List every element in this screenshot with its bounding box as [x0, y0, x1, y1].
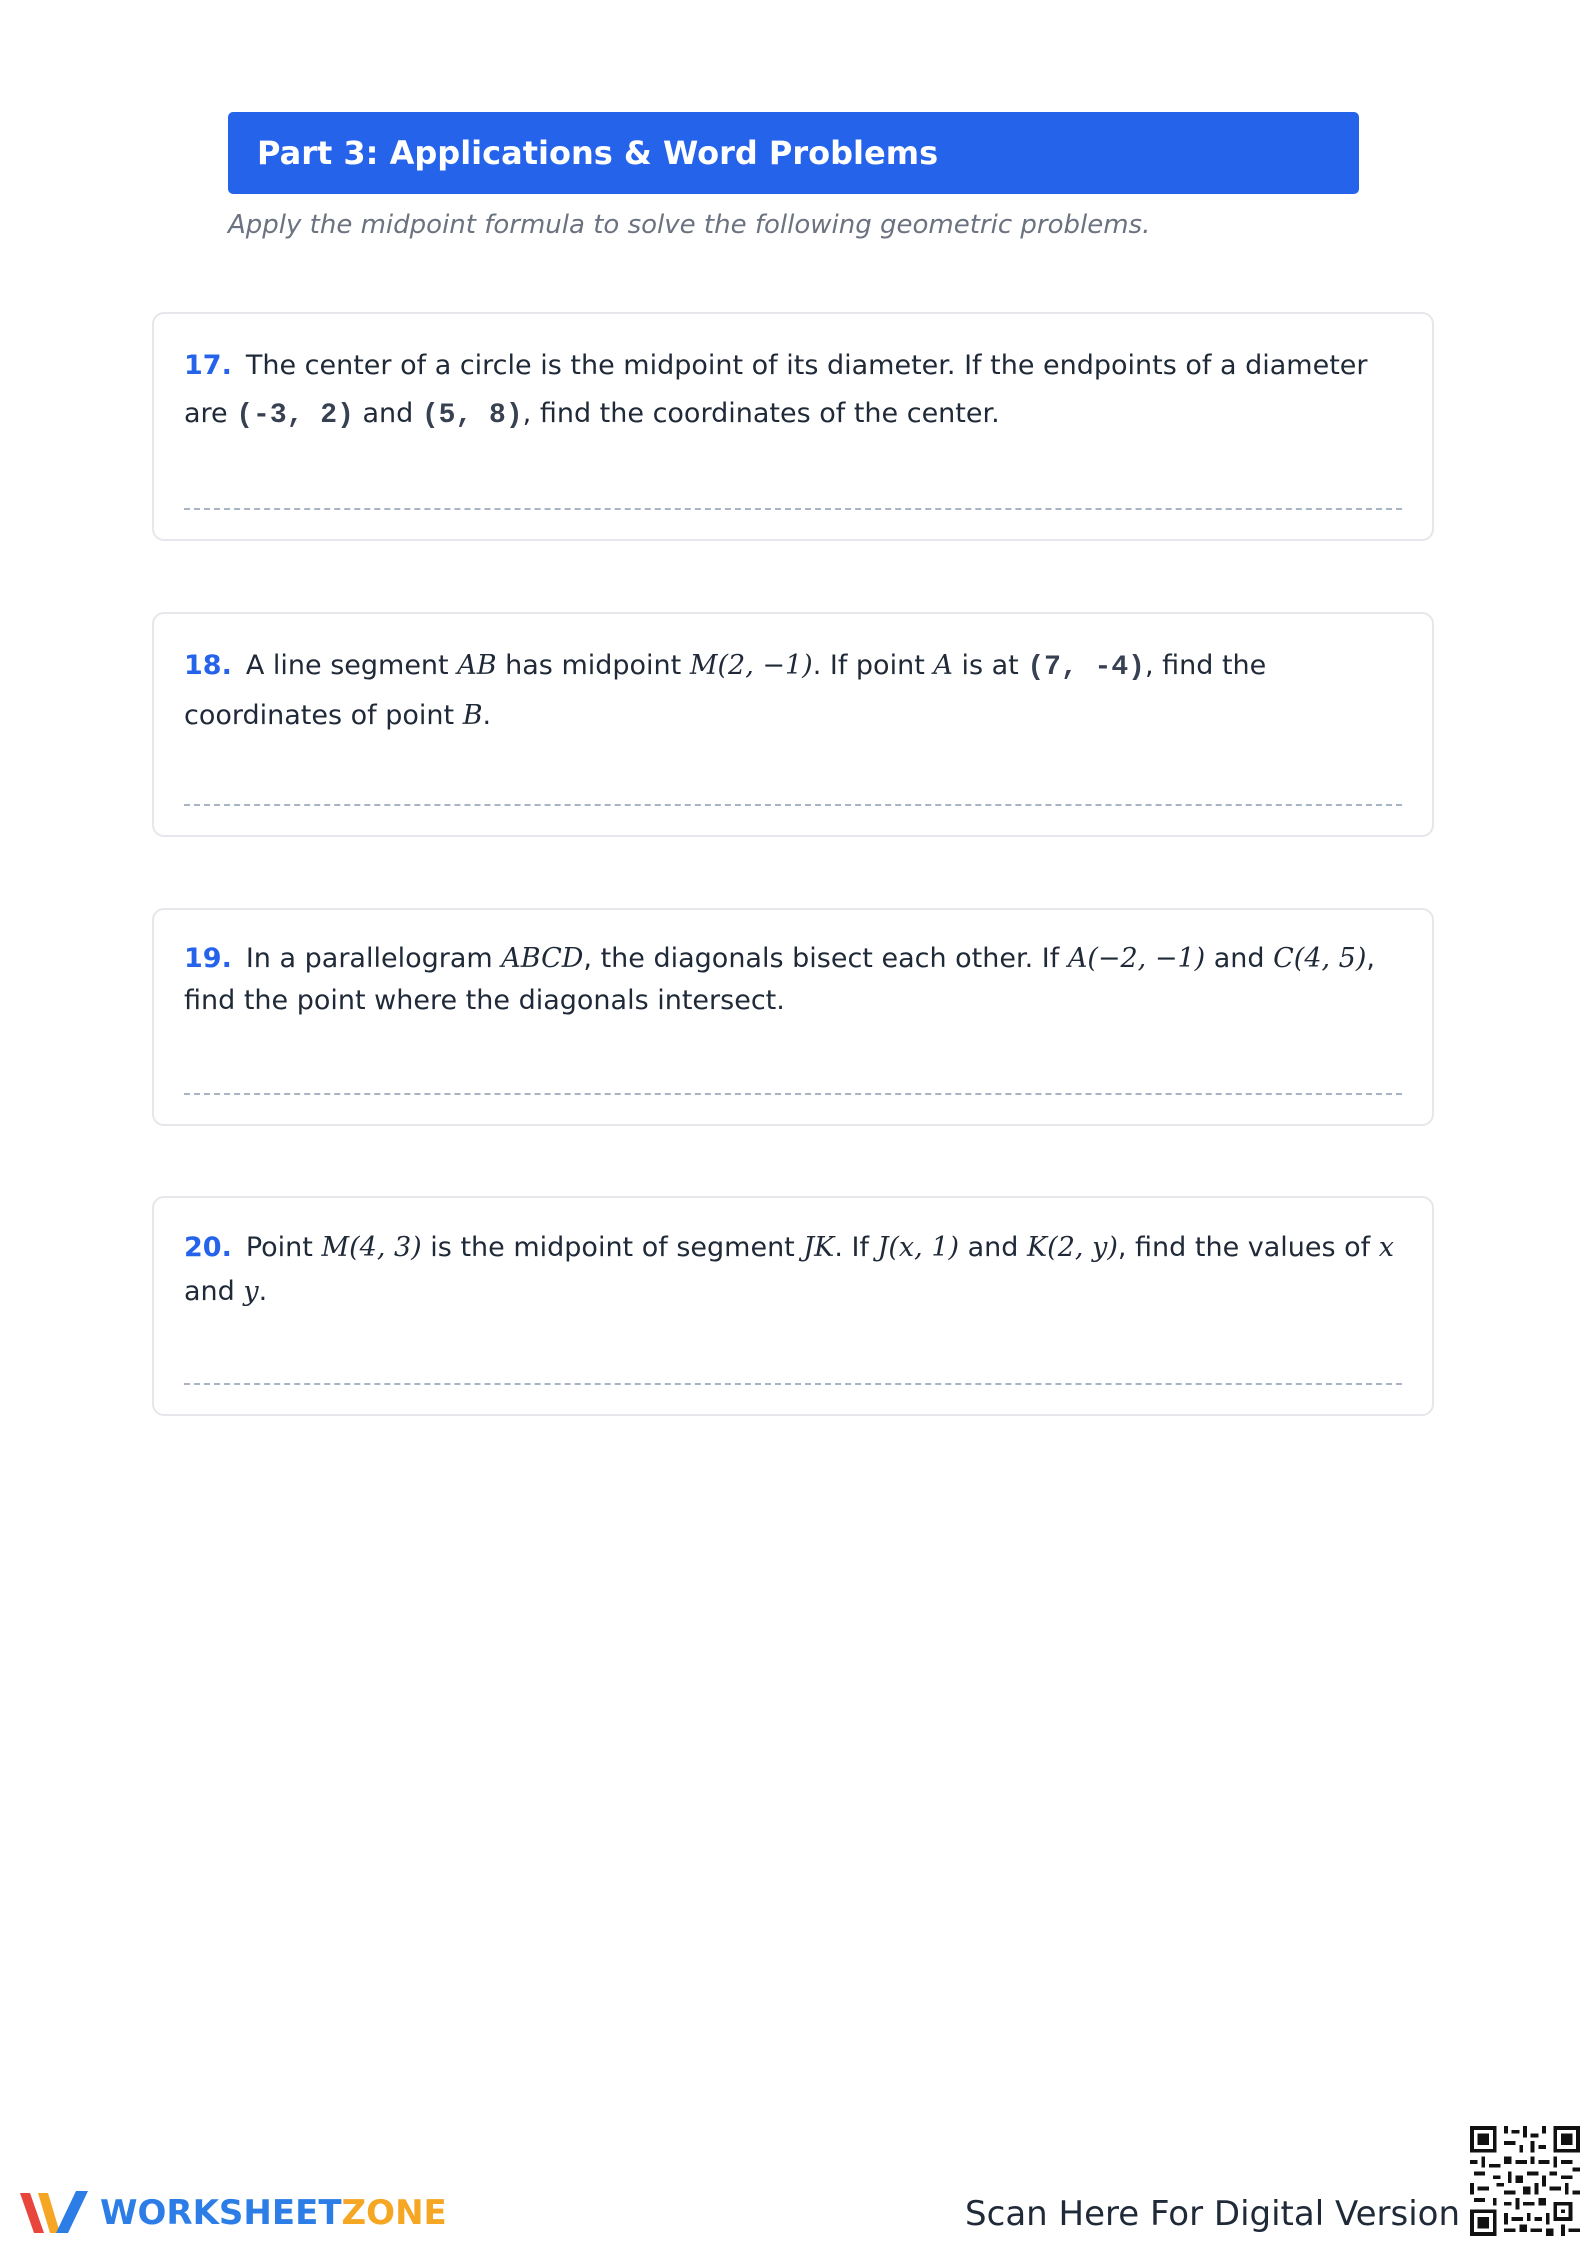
question-number: 19.	[184, 943, 232, 974]
question-number: 20.	[184, 1232, 232, 1263]
scan-caption: Scan Here For Digital Version	[965, 2194, 1460, 2234]
math-expression: K(2, y)	[1027, 1232, 1118, 1263]
point-code: (5, 8)	[421, 400, 523, 431]
answer-line[interactable]	[184, 1383, 1402, 1385]
math-expression: ABCD	[501, 943, 584, 974]
question-text: 17. The center of a circle is the midpoint of its diameter. If the endpoints of a diameter are (-3, 2) and (5, 8), find the coordinates of the center.	[184, 350, 1368, 431]
math-expression: AB	[457, 650, 497, 681]
brand-logo[interactable]	[16, 2185, 447, 2241]
math-expression: M(4, 3)	[321, 1232, 422, 1263]
question-card-17	[152, 312, 1434, 541]
section-instructions: Apply the midpoint formula to solve the following geometric problems.	[228, 210, 1151, 240]
question-card-20	[152, 1196, 1434, 1416]
answer-line[interactable]	[184, 1093, 1402, 1095]
answer-line[interactable]	[184, 804, 1402, 806]
section-header	[228, 112, 1359, 194]
question-text: 20. Point M(4, 3) is the midpoint of segment JK. If J(x, 1) and K(2, y), find the values of x and y.	[184, 1232, 1394, 1307]
math-expression: J(x, 1)	[877, 1232, 960, 1263]
question-card-19	[152, 908, 1434, 1126]
math-expression: B	[462, 700, 483, 731]
math-expression: x	[1378, 1232, 1394, 1263]
brand-name: WORKSHEETZONE	[100, 2193, 447, 2233]
question-number: 17.	[184, 350, 232, 381]
question-text: 18. A line segment AB has midpoint M(2, −1). If point A is at (7, -4), find the coordinates of point B.	[184, 650, 1267, 731]
w-logo-icon	[16, 2185, 92, 2241]
answer-line[interactable]	[184, 508, 1402, 510]
math-expression: JK	[803, 1232, 835, 1263]
question-card-18	[152, 612, 1434, 837]
math-expression: y	[243, 1276, 259, 1307]
math-expression: A	[933, 650, 953, 681]
point-code: (7, -4)	[1027, 652, 1145, 683]
math-expression: C(4, 5)	[1273, 943, 1367, 974]
section-title: Part 3: Applications & Word Problems	[257, 134, 939, 172]
question-number: 18.	[184, 650, 232, 681]
math-expression: M(2, −1)	[689, 650, 813, 681]
qr-code-icon[interactable]	[1470, 2126, 1580, 2236]
question-text: 19. In a parallelogram ABCD, the diagonals bisect each other. If A(−2, −1) and C(4, 5), find the point where the diagonals intersect.	[184, 943, 1375, 1016]
math-expression: A(−2, −1)	[1067, 943, 1206, 974]
point-code: (-3, 2)	[236, 400, 354, 431]
